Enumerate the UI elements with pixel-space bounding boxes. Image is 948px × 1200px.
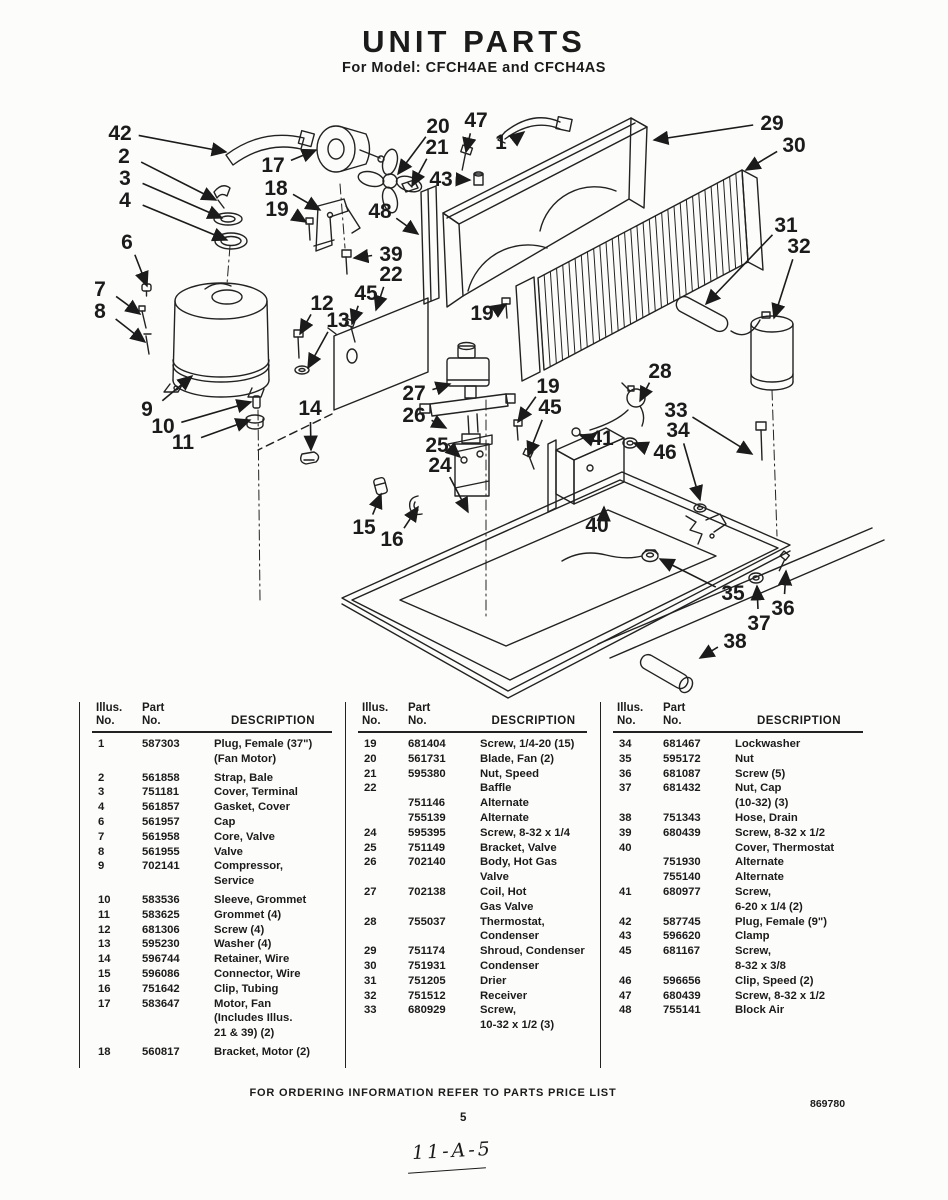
parts-table-row: 751930 Alternate	[663, 856, 784, 869]
callout-leader	[700, 647, 718, 658]
air-block-drawing	[421, 186, 439, 304]
callout-leader	[291, 150, 316, 160]
valve-bracket-drawing	[448, 420, 534, 496]
parts-table-row: 36 681087 Screw (5)	[619, 767, 786, 780]
callout-label: 43	[429, 168, 453, 191]
callout-leader	[135, 255, 147, 286]
parts-table-row: 38 751343 Hose, Drain	[619, 811, 798, 824]
table-header: Illus. No. Part No. DESCRIPTION	[613, 702, 863, 733]
parts-table-row: 20 561731 Blade, Fan (2)	[364, 752, 555, 765]
callout-label: 24	[428, 454, 452, 477]
callout-label: 10	[151, 415, 175, 438]
callout-label: 36	[771, 597, 795, 620]
parts-table-row: 8-32 x 3/8	[735, 959, 786, 972]
callout-leader	[141, 162, 216, 200]
callout-label: 1	[495, 131, 507, 154]
drain-hose-drawing	[638, 652, 695, 695]
callout-leader	[518, 132, 524, 136]
motor-bracket-drawing	[306, 199, 360, 274]
drier-drawing	[674, 294, 760, 335]
callout-label: 34	[666, 419, 690, 442]
parts-table-row: 19 681404 Screw, 1/4-20 (15)	[364, 738, 575, 750]
parts-table-row: 14 596744 Retainer, Wire	[98, 953, 290, 966]
callout-label: 39	[379, 243, 403, 266]
callout-leader	[757, 586, 758, 609]
parts-table-row: 39 680439 Screw, 8-32 x 1/2	[619, 826, 826, 839]
callout-leader	[143, 183, 222, 218]
parts-table-row: 6 561957 Cap	[98, 815, 236, 828]
parts-table-row: Condenser	[480, 930, 540, 943]
parts-table-row: 2 561858 Strap, Bale	[98, 771, 274, 784]
callout-label: 2	[118, 145, 130, 168]
parts-table-row: 7 561958 Core, Valve	[98, 830, 275, 843]
parts-table-row: 30 751931 Condenser	[364, 959, 540, 972]
callout-label: 28	[648, 360, 672, 383]
parts-table-row: 41 680977 Screw,	[619, 885, 772, 898]
callout-label: 47	[464, 109, 488, 132]
callout-label: 13	[326, 309, 350, 332]
callout-label: 48	[368, 200, 392, 223]
callout-label: 16	[380, 528, 404, 551]
callout-label: 22	[379, 263, 403, 286]
parts-table-column-2	[345, 702, 597, 1068]
callout-label: 29	[760, 112, 784, 135]
callout-layer	[94, 109, 811, 658]
callout-label: 33	[664, 399, 688, 422]
callout-leader	[746, 151, 777, 170]
callout-label: 45	[538, 396, 562, 419]
wire-retainer-drawing	[301, 452, 422, 514]
callout-leader	[116, 296, 140, 314]
parts-table-row: 6-20 x 1/4 (2)	[735, 900, 803, 913]
parts-table-row: 47 680439 Screw, 8-32 x 1/2	[619, 989, 826, 1002]
parts-table-row: 11 583625 Grommet (4)	[98, 908, 282, 921]
parts-table-row: 24 595395 Screw, 8-32 x 1/4	[364, 826, 571, 839]
parts-table-row: 15 596086 Connector, Wire	[98, 967, 301, 980]
parts-table-row: 40 Cover, Thermostat	[619, 841, 835, 854]
callout-leader	[692, 417, 752, 454]
page-number: 5	[460, 1112, 467, 1124]
parts-table-column-1	[79, 702, 342, 1068]
parts-table-row: 21 595380 Nut, Speed	[364, 767, 539, 780]
parts-table-row: Valve	[480, 871, 509, 884]
callout-label: 4	[119, 189, 131, 212]
callout-leader	[354, 256, 372, 258]
callout-label: 19	[470, 302, 494, 325]
callout-label: 26	[402, 404, 426, 427]
parts-table-row: 33 680929 Screw,	[364, 1004, 517, 1017]
callout-leader	[294, 215, 306, 222]
parts-table-row: 17 583647 Motor, Fan	[98, 997, 272, 1010]
callout-leader	[774, 259, 793, 318]
callout-label: 30	[782, 134, 806, 157]
callout-label: 38	[723, 630, 747, 653]
parts-table-row: 13 595230 Washer (4)	[98, 938, 272, 951]
parts-table-row: 34 681467 Lockwasher	[619, 738, 801, 750]
wire-plug-drawing	[498, 117, 572, 143]
callout-label: 27	[402, 382, 426, 405]
parts-table-row: 755140 Alternate	[663, 871, 784, 884]
parts-table-row: 22 Baffle	[364, 782, 512, 795]
parts-table-row: 27 702138 Coil, Hot	[364, 885, 527, 898]
callout-leader	[580, 435, 583, 436]
callout-label: 11	[171, 431, 195, 454]
parts-table-row: 4 561857 Gasket, Cover	[98, 801, 290, 814]
callout-label: 14	[298, 397, 322, 420]
parts-table-row: 35 595172 Nut	[619, 752, 754, 765]
callout-label: 12	[310, 292, 334, 315]
callout-leader	[116, 319, 145, 342]
callout-label: 9	[141, 398, 153, 421]
callout-label: 15	[352, 516, 376, 539]
callout-label: 3	[119, 167, 131, 190]
callout-leader	[466, 133, 470, 152]
parts-table-row: (Fan Motor)	[214, 752, 277, 765]
callout-label: 7	[94, 278, 106, 301]
callout-label: 17	[261, 154, 285, 177]
callout-label: 35	[721, 582, 745, 605]
compressor-drawing	[164, 283, 269, 397]
page-title: UNIT PARTS	[362, 24, 586, 59]
parts-table-row: (Includes Illus.	[214, 1012, 293, 1025]
parts-table-row: 37 681432 Nut, Cap	[619, 782, 782, 795]
callout-label: 41	[590, 427, 614, 450]
callout-leader	[310, 422, 311, 450]
parts-table-row: 28 755037 Thermostat,	[364, 915, 545, 928]
ordering-note: FOR ORDERING INFORMATION REFER TO PARTS PRICE LIST	[249, 1087, 617, 1099]
parts-table-row: 21 & 39) (2)	[214, 1027, 275, 1040]
hot-gas-valve-drawing	[420, 343, 515, 444]
parts-table-row: 45 681167 Screw,	[619, 945, 772, 958]
parts-table-row: 43 596620 Clamp	[619, 930, 770, 943]
callout-label: 45	[354, 282, 378, 305]
callout-leader	[432, 420, 446, 428]
parts-table-row: Gas Valve	[480, 900, 534, 913]
callout-label: 37	[747, 612, 771, 635]
callout-leader	[143, 205, 227, 240]
parts-table-row: Service	[214, 875, 255, 888]
parts-table-row: 48 755141 Block Air	[619, 1004, 785, 1017]
parts-table-row: 10-32 x 1/2 (3)	[480, 1019, 555, 1032]
parts-table-row: (10-32) (3)	[735, 797, 789, 810]
callout-label: 19	[536, 375, 560, 398]
parts-rows	[358, 737, 597, 1033]
callout-leader	[684, 443, 700, 500]
parts-table-row: 42 587745 Plug, Female (9")	[619, 915, 827, 928]
parts-table-row: 32 751512 Receiver	[364, 989, 528, 1002]
model-subtitle: For Model: CFCH4AE and CFCH4AS	[342, 60, 606, 76]
parts-table-row: 16 751642 Clip, Tubing	[98, 982, 279, 995]
parts-table-row: 10 583536 Sleeve, Grommet	[98, 893, 307, 906]
callout-leader	[396, 218, 418, 234]
parts-table-row: 8 561955 Valve	[98, 845, 243, 858]
valve-parts-drawing	[139, 284, 151, 354]
parts-table-row: 31 751205 Drier	[364, 974, 507, 987]
callout-label: 6	[121, 231, 133, 254]
callout-label: 18	[264, 177, 288, 200]
callout-leader	[201, 420, 250, 438]
fan-motor-drawing	[317, 126, 384, 172]
parts-table-row: 25 751149 Bracket, Valve	[364, 841, 557, 854]
parts-table-row: 751146 Alternate	[408, 797, 529, 810]
callout-label: 42	[108, 122, 132, 145]
callout-label: 31	[774, 214, 798, 237]
callout-label: 21	[425, 136, 449, 159]
parts-table-column-3	[600, 702, 873, 1068]
callout-leader	[139, 135, 226, 152]
table-header: Illus. No. Part No. DESCRIPTION	[358, 702, 587, 733]
handwritten-mark: 11-A-5	[411, 1137, 494, 1165]
parts-rows	[92, 737, 342, 1060]
parts-table-row: 1 587303 Plug, Female (37")	[98, 738, 313, 750]
document-number: 869780	[810, 1098, 846, 1110]
callout-leader	[432, 384, 450, 390]
callout-label: 8	[94, 300, 106, 323]
callout-label: 25	[425, 434, 449, 457]
exploded-parts-diagram	[0, 88, 948, 700]
callout-leader	[293, 194, 320, 210]
parts-table-row: 46 596656 Clip, Speed (2)	[619, 974, 814, 987]
callout-leader	[181, 402, 251, 422]
callout-label: 40	[585, 514, 609, 537]
parts-table-row: 755139 Alternate	[408, 811, 529, 824]
callout-leader	[460, 179, 470, 180]
callout-leader	[654, 125, 753, 140]
parts-table-row: 12 681306 Screw (4)	[98, 923, 265, 936]
callout-leader	[785, 571, 786, 594]
callout-label: 19	[265, 198, 289, 221]
parts-table-row: 3 751181 Cover, Terminal	[98, 786, 298, 799]
callout-leader	[660, 559, 716, 587]
table-header: Illus. No. Part No. DESCRIPTION	[92, 702, 332, 733]
callout-leader	[518, 397, 536, 422]
callout-leader	[450, 477, 468, 512]
grommet-parts-drawing	[246, 396, 264, 429]
callout-leader	[373, 494, 381, 515]
callout-label: 20	[426, 115, 450, 138]
callout-label: 32	[787, 235, 811, 258]
parts-rows	[613, 737, 873, 1018]
parts-table-row: 18 560817 Bracket, Motor (2)	[98, 1045, 311, 1058]
callout-label: 46	[653, 441, 677, 464]
parts-table-row: 26 702140 Body, Hot Gas	[364, 856, 557, 869]
handwritten-underline	[408, 1167, 486, 1173]
condenser-shroud-drawing	[443, 118, 647, 307]
parts-table-row: 29 751174 Shroud, Condenser	[364, 945, 585, 958]
callout-leader	[528, 420, 542, 456]
callout-leader	[300, 314, 311, 334]
parts-table-row: 9 702141 Compressor,	[98, 860, 284, 873]
callout-leader	[308, 332, 328, 368]
